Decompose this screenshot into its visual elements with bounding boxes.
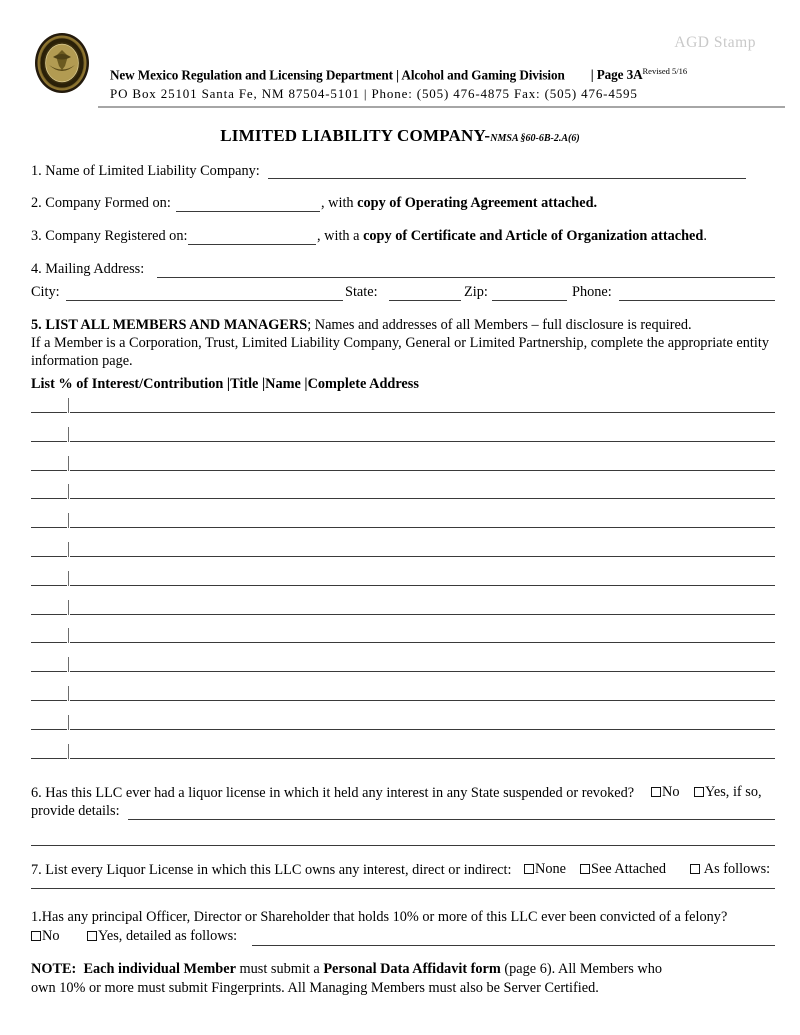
header-revised-label: Revised 5/16: [642, 66, 688, 76]
member-column-separator: [68, 628, 69, 643]
state-label: State:: [345, 284, 378, 300]
member-details-field[interactable]: [70, 585, 775, 586]
member-details-field[interactable]: [70, 614, 775, 615]
city-label: City:: [31, 284, 60, 300]
item-7-question: 7. List every Liquor License in which this LLC owns any interest, direct or indirect:: [31, 862, 512, 878]
checkbox-icon[interactable]: [651, 787, 661, 797]
item-7-checkbox-as-follows[interactable]: [690, 861, 770, 878]
member-column-separator: [68, 427, 69, 442]
member-details-field[interactable]: [70, 729, 775, 730]
member-percent-field[interactable]: [31, 729, 67, 730]
item-6-details-field-line2[interactable]: [31, 845, 775, 846]
member-details-field[interactable]: [70, 527, 775, 528]
item-7-details-field[interactable]: [31, 888, 775, 889]
phone-label: Phone:: [572, 284, 612, 300]
item-6-details-field-line1[interactable]: [128, 819, 775, 820]
item-8-checkbox-yes[interactable]: [87, 928, 237, 945]
item-7-checkbox-none[interactable]: [524, 861, 566, 878]
agd-stamp-label: AGD Stamp: [674, 34, 756, 51]
checkbox-icon[interactable]: [87, 931, 97, 941]
page-title: [0, 126, 800, 146]
member-percent-field[interactable]: [31, 585, 67, 586]
member-percent-field[interactable]: [31, 614, 67, 615]
member-details-field[interactable]: [70, 642, 775, 643]
item-6-yes-label: Yes, if so,: [705, 784, 762, 800]
item-3-tail-end: .: [703, 228, 707, 244]
item-8-question: 1.Has any principal Officer, Director or Shareholder that holds 10% or more of this LLC ever been convicted of a felony?: [31, 909, 728, 925]
item-5-columns-header: List % of Interest/Contribution |Title |Name |Complete Address: [31, 376, 419, 392]
item-6-no-label: No: [662, 784, 680, 800]
item-2-label: 2. Company Formed on:: [31, 195, 171, 211]
member-column-separator: [68, 715, 69, 730]
member-details-field[interactable]: [70, 758, 775, 759]
zip-label: Zip:: [464, 284, 488, 300]
item-1-name-field[interactable]: [268, 178, 746, 179]
member-percent-field[interactable]: [31, 470, 67, 471]
zip-field[interactable]: [492, 300, 567, 301]
header-divider: [98, 106, 785, 108]
note-bold-1: Each individual Member: [83, 961, 236, 977]
member-column-separator: [68, 513, 69, 528]
item-3-tail-plain: , with a: [317, 228, 364, 244]
header-contact-line: PO Box 25101 Santa Fe, NM 87504-5101 | Phone: (505) 476-4875 Fax: (505) 476-4595: [110, 86, 638, 102]
page-title-citation: NMSA §60-6B-2.A(6): [490, 133, 580, 144]
item-1-label: 1. Name of Limited Liability Company:: [31, 163, 260, 179]
checkbox-icon[interactable]: [524, 864, 534, 874]
item-5-line3: information page.: [31, 353, 133, 369]
member-percent-field[interactable]: [31, 700, 67, 701]
member-column-separator: [68, 484, 69, 499]
item-5-line2: If a Member is a Corporation, Trust, Limited Liability Company, General or Limited Partnership, complete the appropriate entity: [31, 335, 769, 351]
member-percent-field[interactable]: [31, 441, 67, 442]
checkbox-icon[interactable]: [694, 787, 704, 797]
note-line-2: own 10% or more must submit Fingerprints. All Managing Members must also be Server Certified.: [31, 980, 599, 996]
member-details-field[interactable]: [70, 700, 775, 701]
item-5-number: 5.: [31, 317, 42, 333]
item-8-checkbox-no[interactable]: [31, 928, 59, 945]
item-3-label: 3. Company Registered on:: [31, 228, 188, 244]
member-percent-field[interactable]: [31, 642, 67, 643]
member-column-separator: [68, 657, 69, 672]
item-7-as-follows-label: As follows:: [703, 861, 771, 877]
member-percent-field[interactable]: [31, 498, 67, 499]
item-7-checkbox-see-attached[interactable]: [580, 861, 666, 878]
item-6-question: 6. Has this LLC ever had a liquor license in which it held any interest in any State suspended or revoked?: [31, 785, 635, 801]
item-5-rest-text: ; Names and addresses of all Members – full disclosure is required.: [307, 317, 692, 333]
member-column-separator: [68, 571, 69, 586]
item-8-details-field[interactable]: [252, 945, 775, 946]
item-6-checkbox-yes[interactable]: [694, 784, 762, 801]
note-plain-2: (page 6). All Members who: [500, 961, 663, 977]
member-details-field[interactable]: [70, 498, 775, 499]
item-4-mailing-address-field[interactable]: [157, 277, 775, 278]
member-column-separator: [68, 744, 69, 759]
member-details-field[interactable]: [70, 441, 775, 442]
page-title-main: LIMITED LIABILITY COMPANY-: [220, 126, 491, 145]
item-8-yes-label: Yes, detailed as follows:: [98, 928, 238, 944]
member-column-separator: [68, 542, 69, 557]
member-details-field[interactable]: [70, 556, 775, 557]
item-6-continue-label: provide details:: [31, 803, 120, 819]
item-7-none-label: None: [535, 861, 566, 877]
item-8-no-label: No: [42, 928, 60, 944]
new-mexico-state-seal-icon: [33, 31, 91, 95]
item-5-heading: [31, 316, 692, 335]
header-page-label: | Page 3A: [590, 67, 643, 83]
member-details-field[interactable]: [70, 412, 775, 413]
item-2-tail: [321, 194, 597, 213]
header-org-line: [110, 66, 790, 83]
checkbox-icon[interactable]: [690, 864, 700, 874]
member-column-separator: [68, 398, 69, 413]
item-3-tail: [317, 227, 707, 246]
item-2-tail-bold: copy of Operating Agreement attached.: [357, 195, 598, 211]
note-plain-1: must submit a: [235, 961, 324, 977]
item-2-tail-plain: , with: [321, 195, 358, 211]
member-details-field[interactable]: [70, 470, 775, 471]
item-4-label: 4. Mailing Address:: [31, 261, 145, 277]
item-5-bold-text: LIST ALL MEMBERS AND MANAGERS: [45, 317, 308, 333]
item-3-date-field[interactable]: [188, 244, 316, 245]
city-field[interactable]: [66, 300, 343, 301]
item-6-checkbox-no[interactable]: [651, 784, 679, 801]
member-percent-field[interactable]: [31, 556, 67, 557]
member-column-separator: [68, 456, 69, 471]
checkbox-icon[interactable]: [31, 931, 41, 941]
member-percent-field[interactable]: [31, 671, 67, 672]
item-3-tail-bold: copy of Certificate and Article of Organization attached: [363, 228, 704, 244]
member-column-separator: [68, 686, 69, 701]
checkbox-icon[interactable]: [580, 864, 590, 874]
header-text-block: [110, 66, 790, 102]
state-field[interactable]: [389, 300, 461, 301]
member-percent-field[interactable]: [31, 412, 67, 413]
header-org-text: New Mexico Regulation and Licensing Department | Alcohol and Gaming Division: [110, 67, 565, 83]
item-7-see-attached-label: See Attached: [591, 861, 667, 877]
note-label: NOTE:: [31, 961, 77, 977]
member-percent-field[interactable]: [31, 758, 67, 759]
item-2-date-field[interactable]: [176, 211, 320, 212]
member-column-separator: [68, 600, 69, 615]
note-line-1: [31, 960, 662, 979]
phone-field[interactable]: [619, 300, 775, 301]
member-details-field[interactable]: [70, 671, 775, 672]
member-percent-field[interactable]: [31, 527, 67, 528]
note-bold-2: Personal Data Affidavit form: [323, 961, 501, 977]
